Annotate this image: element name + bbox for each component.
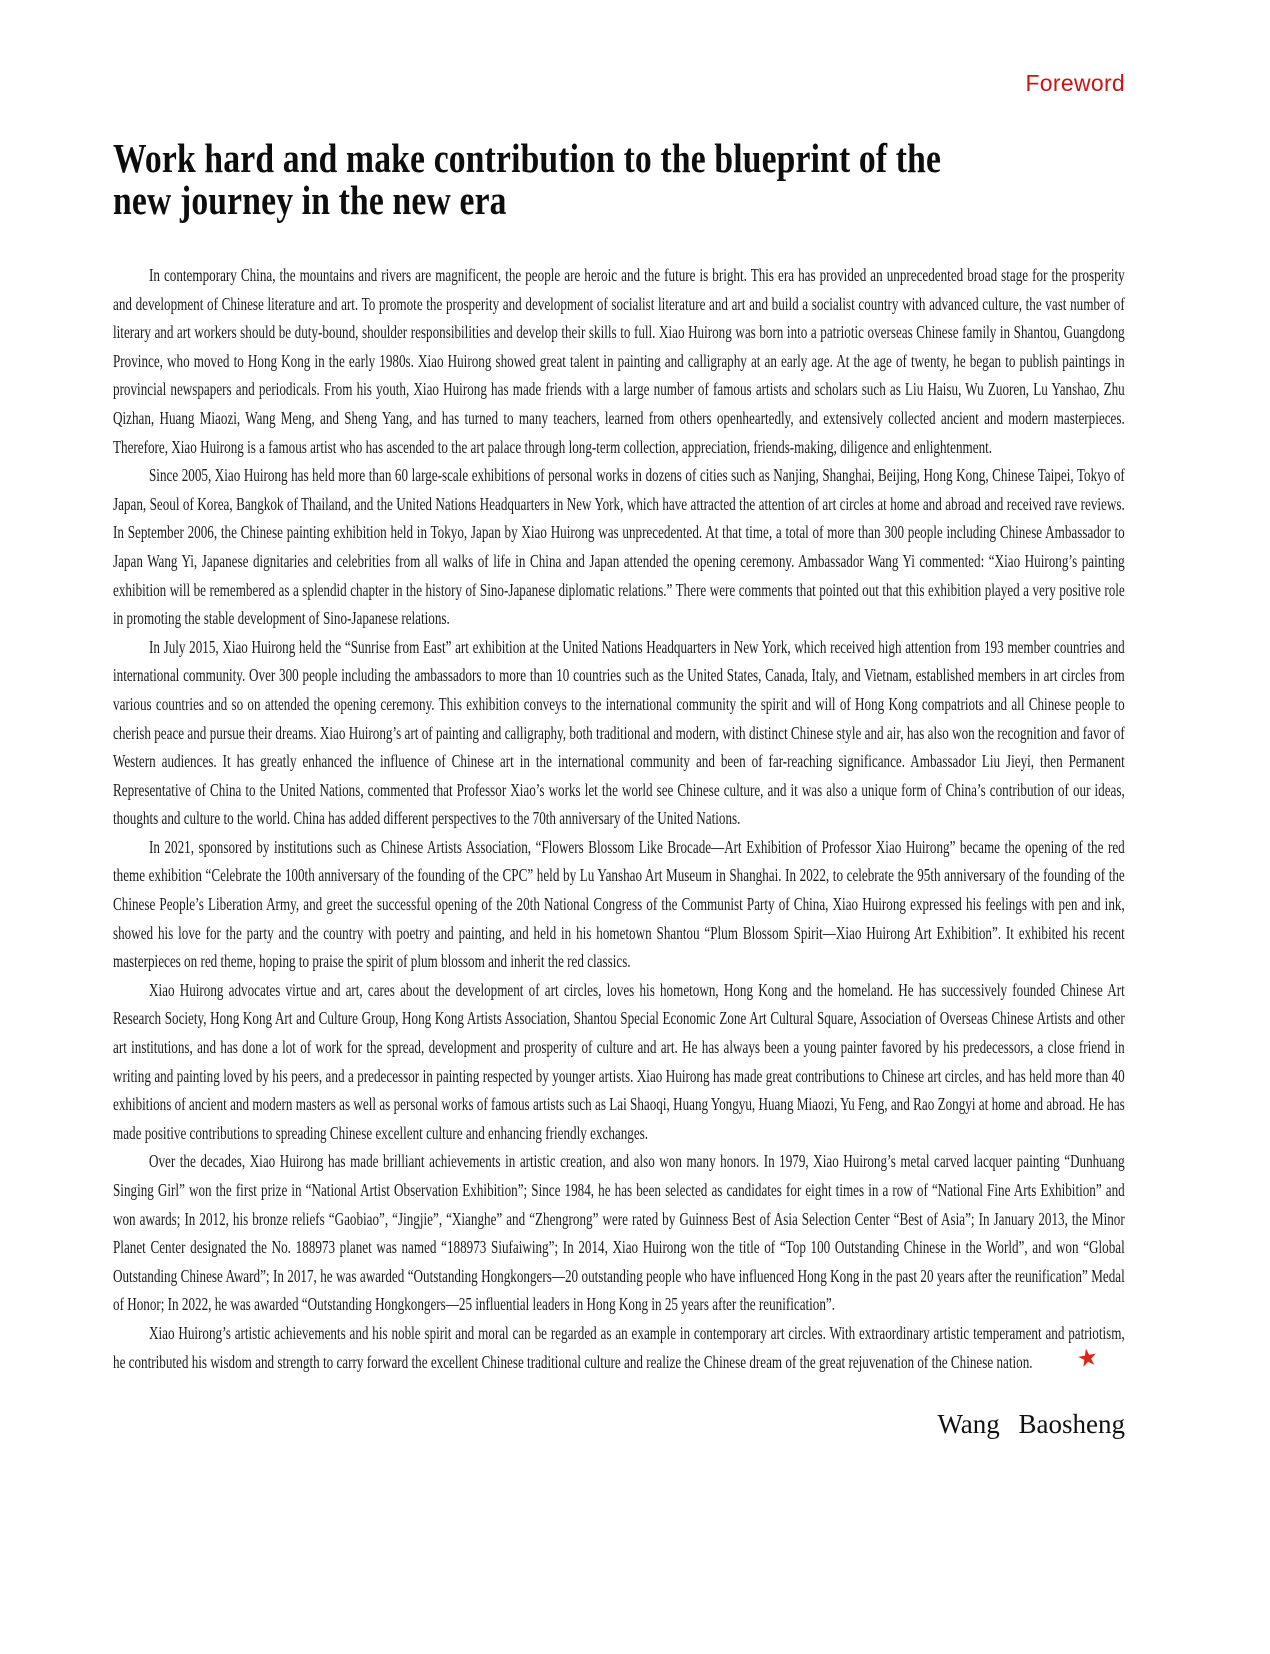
body-paragraph-5 bbox=[113, 976, 1125, 1148]
red-star-icon: ★ bbox=[1075, 1343, 1101, 1374]
body-paragraph-6 bbox=[113, 1147, 1125, 1319]
foreword-body bbox=[113, 261, 1125, 1376]
body-paragraph-2-text: Since 2005, Xiao Huirong has held more than 60 large-scale exhibitions of personal works in dozens of cities such as Nanjing, Shanghai, Beijing, Hong Kong, Chinese Taipei, Tokyo of Japan, Seoul of Korea, Bangkok of Thailand, and the United Nations Headquarters in New York, which have attracted the attention of art circles at home and abroad and received rave reviews. In September 2006, the Chinese painting exhibition held in Tokyo, Japan by Xiao Huirong was unprecedented. At that time, a total of more than 300 people including Chinese Ambassador to Japan Wang Yi, Japanese dignitaries and celebrities from all walks of life in China and Japan attended the opening ceremony. Ambassador Wang Yi commented: “Xiao Huirong’s painting exhibition will be remembered as a splendid chapter in the history of Sino-Japanese diplomatic relations.” There were comments that pointed out that this exhibition played a very positive role in promoting the stable development of Sino-Japanese relations. bbox=[113, 465, 1125, 629]
foreword-corner-label: Foreword bbox=[1025, 70, 1125, 96]
body-paragraph-1-text: In contemporary China, the mountains and rivers are magnificent, the people are heroic and the future is bright. This era has provided an unprecedented broad stage for the prosperity and development of Chinese literature and art. To promote the prosperity and development of socialist literature and art and build a socialist country with advanced culture, the vast number of literary and art workers should be duty-bound, shoulder responsibilities and develop their skills to full. Xiao Huirong was born into a patriotic overseas Chinese family in Shantou, Guangdong Province, who moved to Hong Kong in the early 1980s. Xiao Huirong showed great talent in painting and calligraphy at an early age. At the age of twenty, he began to publish paintings in provincial newspapers and periodicals. From his youth, Xiao Huirong has made friends with a large number of famous artists and scholars such as Liu Haisu, Wu Zuoren, Lu Yanshao, Zhu Qizhan, Huang Miaozi, Wang Meng, and Sheng Yang, and has turned to many teachers, learned from others openheartedly, and extensively collected ancient and modern masterpieces. Therefore, Xiao Huirong is a famous artist who has ascended to the art palace through long-term collection, appreciation, friends-making, diligence and enlightenment. bbox=[113, 265, 1125, 457]
body-paragraph-3-text: In July 2015, Xiao Huirong held the “Sunrise from East” art exhibition at the United Nations Headquarters in New York, which received high attention from 193 member countries and international community. Over 300 people including the ambassadors to more than 10 countries such as the United States, Canada, Italy, and Vietnam, established members in art circles from various countries and so on attended the opening ceremony. This exhibition conveys to the international community the spirit and will of Hong Kong compatriots and all Chinese people to cherish peace and pursue their dreams. Xiao Huirong’s art of painting and calligraphy, both traditional and modern, with distinct Chinese style and air, has also won the recognition and favor of Western audiences. It has greatly enhanced the influence of Chinese art in the international community and been of far-reaching significance. Ambassador Liu Jieyi, then Permanent Representative of China to the United Nations, commented that Professor Xiao’s works let the world see Chinese culture, and it was also a unique form of China’s contribution of our ideas, thoughts and culture to the world. China has added different perspectives to the 70th anniversary of the United Nations. bbox=[113, 636, 1125, 829]
body-paragraph-4-text: In 2021, sponsored by institutions such as Chinese Artists Association, “Flowers Blossom Like Brocade—Art Exhibition of Professor Xiao Huirong” became the opening of the red theme exhibition “Celebrate the 100th anniversary of the founding of the CPC” held by Lu Yanshao Art Museum in Shanghai. In 2022, to celebrate the 95th anniversary of the founding of the Chinese People’s Liberation Army, and greet the successful opening of the 20th National Congress of the Communist Party of China, Xiao Huirong expressed his feelings with pen and ink, showed his love for the party and the country with poetry and painting, and held in his hometown Shantou “Plum Blossom Spirit—Xiao Huirong Art Exhibition”. It exhibited his recent masterpieces on red theme, hoping to praise the spirit of plum blossom and inherit the red classics. bbox=[113, 836, 1125, 972]
body-paragraph-5-text: Xiao Huirong advocates virtue and art, cares about the development of art circles, loves his hometown, Hong Kong and the homeland. He has successively founded Chinese Art Research Society, Hong Kong Art and Culture Group, Hong Kong Artists Association, Shantou Special Economic Zone Art Cultural Square, Association of Overseas Chinese Artists and other art institutions, and has done a lot of work for the spread, development and prosperity of culture and art. He has always been a young painter favored by his predecessors, a close friend in writing and painting loved by his peers, and a predecessor in painting respected by younger artists. Xiao Huirong has made great contributions to Chinese art circles, and has held more than 40 exhibitions of ancient and modern masters as well as personal works of famous artists such as Lai Shaoqi, Huang Yongyu, Huang Miaozi, Yu Feng, and Rao Zongyi at home and abroad. He has made positive contributions to spreading Chinese excellent culture and enhancing friendly exchanges. bbox=[113, 979, 1125, 1143]
body-paragraph-7-text: Xiao Huirong’s artistic achievements and his noble spirit and moral can be regarded as an example in contemporary art circles. With extraordinary artistic temperament and patriotism, he contributed his wisdom and strength to carry forward the excellent Chinese traditional culture and realize the Chinese dream of the great rejuvenation of the Chinese nation. bbox=[113, 1322, 1125, 1372]
body-paragraph-1 bbox=[113, 261, 1125, 461]
page-title bbox=[113, 137, 1125, 221]
body-paragraph-4 bbox=[113, 833, 1125, 976]
body-paragraph-7 bbox=[113, 1319, 1125, 1376]
page-title-line-1: Work hard and make contribution to the blueprint of the bbox=[113, 135, 942, 181]
body-paragraph-3 bbox=[113, 633, 1125, 833]
signature-author-name: Wang Baosheng bbox=[937, 1409, 1125, 1440]
body-paragraph-2 bbox=[113, 461, 1125, 633]
body-paragraph-6-text: Over the decades, Xiao Huirong has made brilliant achievements in artistic creation, and also won many honors. In 1979, Xiao Huirong’s metal carved lacquer painting “Dunhuang Singing Girl” won the first prize in “National Artist Observation Exhibition”; Since 1984, he has been selected as candidates for eight times in a row of “National Fine Arts Exhibition” and won awards; In 2012, his bronze reliefs “Gaobiao”, “Jingjie”, “Xianghe” and “Zhengrong” were rated by Guinness Best of Asia Selection Center “Best of Asia”; In January 2013, the Minor Planet Center designated the No. 188973 planet was named “188973 Siufaiwing”; In 2014, Xiao Huirong won the title of “Top 100 Outstanding Chinese in the World”, and won “Global Outstanding Chinese Award”; In 2017, he was awarded “Outstanding Hongkongers—20 outstanding people who have influenced Hong Kong in the past 20 years after the reunification” Medal of Honor; In 2022, he was awarded “Outstanding Hongkongers—25 influential leaders in Hong Kong in 25 years after the reunification”. bbox=[113, 1151, 1125, 1315]
page-title-line-2: new journey in the new era bbox=[113, 177, 507, 223]
